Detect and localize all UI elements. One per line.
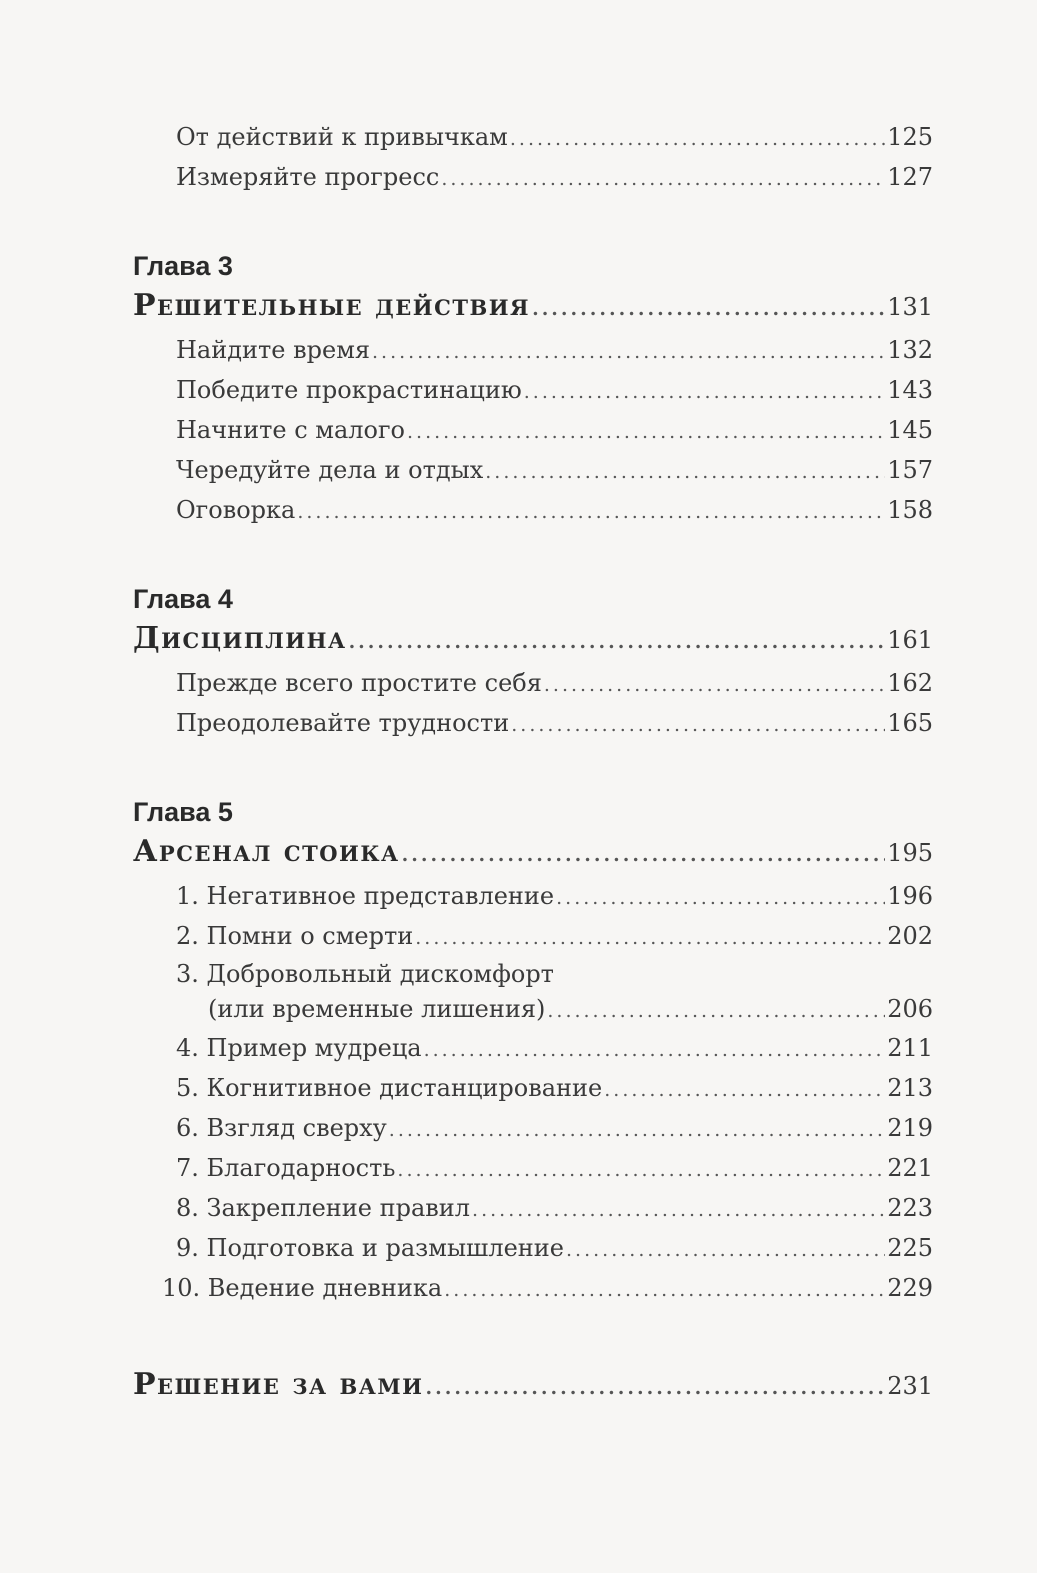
- leader-dots: [547, 993, 885, 1029]
- leader-dots: [511, 706, 885, 744]
- chapter-title: Арсенал стоика: [133, 834, 400, 869]
- leader-dots: [349, 620, 886, 664]
- chapter-page: 231: [887, 1372, 933, 1400]
- chapter-page: 161: [887, 626, 933, 654]
- entry-title: Начните с малого: [176, 416, 405, 444]
- entry-title-line2: (или временные лишения): [208, 995, 546, 1023]
- entry-title: 10. Ведение дневника: [162, 1274, 443, 1302]
- entry-page: 145: [887, 416, 933, 444]
- entry-page: 162: [887, 669, 933, 697]
- leader-dots: [510, 120, 885, 158]
- toc-entry[interactable]: [133, 1109, 933, 1149]
- leader-dots: [485, 453, 885, 491]
- entry-page: 196: [887, 882, 933, 910]
- chapter-label: Глава 5: [133, 797, 233, 827]
- entry-page: 223: [887, 1194, 933, 1222]
- entry-page: 127: [887, 163, 933, 191]
- entry-title: 8. Закрепление правил: [176, 1194, 471, 1222]
- leader-dots: [425, 1366, 885, 1410]
- chapter-entry[interactable]: [133, 617, 933, 664]
- entry-page: 125: [887, 123, 933, 151]
- toc-entry[interactable]: [133, 664, 933, 704]
- entry-title: 2. Помни о смерти: [176, 922, 414, 950]
- entry-page: 165: [887, 709, 933, 737]
- leader-dots: [415, 919, 885, 957]
- toc-entry[interactable]: [133, 491, 933, 531]
- toc-entry[interactable]: [133, 1229, 933, 1269]
- leader-dots: [444, 1271, 885, 1309]
- entry-page: 132: [887, 336, 933, 364]
- entry-title: От действий к привычкам: [176, 123, 508, 151]
- chapter-page: 131: [887, 293, 933, 321]
- entry-page: 213: [887, 1074, 933, 1102]
- entry-page: 219: [887, 1114, 933, 1142]
- entry-title: 1. Негативное представление: [176, 882, 555, 910]
- leader-dots: [524, 373, 885, 411]
- leader-dots: [472, 1191, 885, 1229]
- toc-entry[interactable]: [133, 118, 933, 158]
- leader-dots: [604, 1071, 885, 1109]
- chapter-entry[interactable]: [133, 1363, 933, 1410]
- leader-dots: [532, 287, 885, 331]
- entry-page: 143: [887, 376, 933, 404]
- entry-title: Чередуйте дела и отдых: [176, 456, 484, 484]
- toc-entry[interactable]: [133, 1029, 933, 1069]
- chapter-page: 195: [887, 839, 933, 867]
- entry-page: 158: [887, 496, 933, 524]
- leader-dots: [556, 879, 885, 917]
- entry-title-line1: 3. Добровольный дискомфорт: [176, 960, 554, 988]
- entry-page: 211: [887, 1034, 933, 1062]
- entry-page: 229: [887, 1274, 933, 1302]
- leader-dots: [372, 333, 885, 371]
- entry-title: 6. Взгляд сверху: [176, 1114, 387, 1142]
- entry-title: Победите прокрастинацию: [176, 376, 522, 404]
- toc-entry[interactable]: [133, 451, 933, 491]
- leader-dots: [397, 1151, 885, 1189]
- entry-title: Измеряйте прогресс: [176, 163, 440, 191]
- entry-page: 202: [887, 922, 933, 950]
- toc-entry[interactable]: [133, 1269, 933, 1309]
- leader-dots: [544, 666, 885, 704]
- entry-page: 206: [887, 995, 933, 1023]
- toc-entry[interactable]: [133, 1069, 933, 1109]
- chapter-title: Дисциплина: [133, 621, 347, 656]
- leader-dots: [407, 413, 885, 451]
- leader-dots: [389, 1111, 885, 1149]
- toc-entry-multiline[interactable]: [133, 957, 933, 1029]
- leader-dots: [297, 493, 885, 531]
- chapter-entry[interactable]: [133, 284, 933, 331]
- entry-title: 5. Когнитивное дистанцирование: [176, 1074, 603, 1102]
- entry-title: Преодолевайте трудности: [176, 709, 510, 737]
- toc-entry[interactable]: [133, 1189, 933, 1229]
- chapter-entry[interactable]: [133, 830, 933, 877]
- chapter-title: Решение за вами: [133, 1367, 424, 1402]
- toc-entry[interactable]: [133, 158, 933, 198]
- entry-page: 221: [887, 1154, 933, 1182]
- toc-entry[interactable]: [133, 917, 933, 957]
- toc-entry[interactable]: [133, 704, 933, 744]
- entry-title: 7. Благодарность: [176, 1154, 396, 1182]
- toc-entry[interactable]: [133, 371, 933, 411]
- entry-title: 4. Пример мудреца: [176, 1034, 422, 1062]
- entry-title: Оговорка: [176, 496, 296, 524]
- leader-dots: [424, 1031, 886, 1069]
- toc-entry[interactable]: [133, 877, 933, 917]
- toc-entry[interactable]: [133, 411, 933, 451]
- entry-page: 157: [887, 456, 933, 484]
- toc-entry[interactable]: [133, 1149, 933, 1189]
- leader-dots: [441, 160, 885, 198]
- chapter-label: Глава 3: [133, 251, 233, 281]
- entry-title: 9. Подготовка и размышление: [176, 1234, 564, 1262]
- leader-dots: [566, 1231, 885, 1269]
- table-of-contents: [133, 118, 933, 1410]
- chapter-title: Решительные действия: [133, 288, 531, 323]
- entry-page: 225: [887, 1234, 933, 1262]
- entry-title: Прежде всего простите себя: [176, 669, 542, 697]
- leader-dots: [402, 833, 886, 877]
- toc-entry[interactable]: [133, 331, 933, 371]
- chapter-label: Глава 4: [133, 584, 233, 614]
- entry-title: Найдите время: [176, 336, 371, 364]
